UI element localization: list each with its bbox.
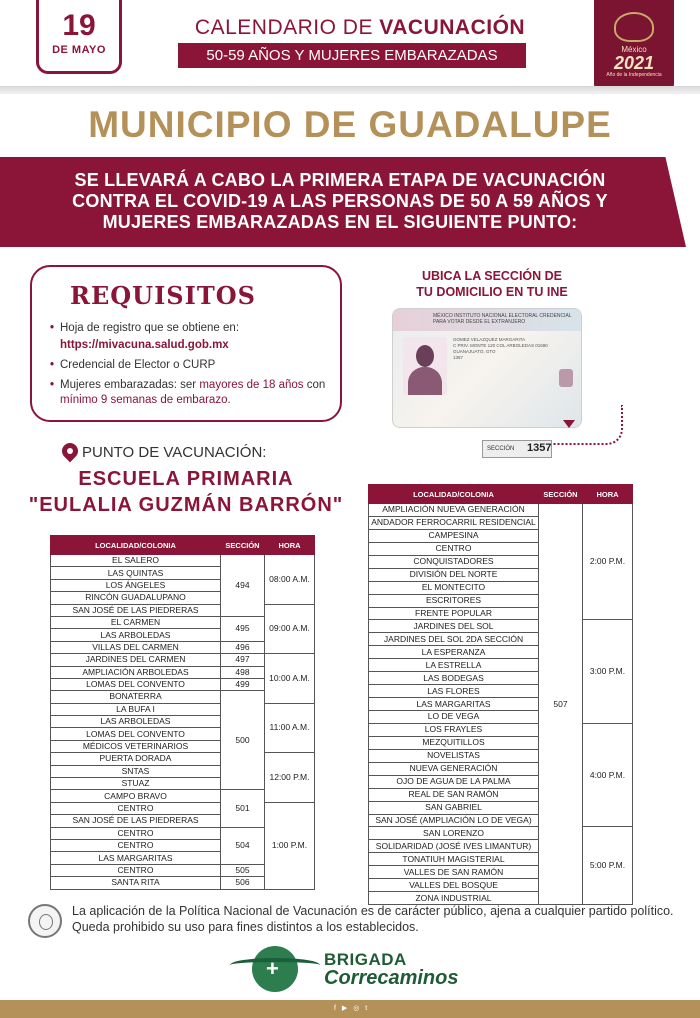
localidad-cell: LA ESPERANZA <box>369 646 539 659</box>
localidad-cell: JARDINES DEL CARMEN <box>51 654 221 666</box>
hora-cell: 5:00 P.M. <box>583 827 633 905</box>
ine-instruction-line-2: TU DOMICILIO EN TU INE <box>416 285 568 299</box>
localidad-cell: LA ESTRELLA <box>369 659 539 672</box>
seccion-cell: 507 <box>539 504 583 905</box>
localidad-cell: LA BUFA I <box>51 703 221 715</box>
table-header-row <box>51 536 315 555</box>
localidad-cell: PUERTA DORADA <box>51 753 221 765</box>
requisitos-title: REQUISITOS <box>70 281 256 310</box>
localidad-cell: LOS FRAYLES <box>369 723 539 736</box>
header-hora: HORA <box>583 485 633 504</box>
requisito-item <box>50 358 336 373</box>
header-divider <box>0 86 700 94</box>
localidad-cell: NUEVA GENERACIÓN <box>369 762 539 775</box>
date-month: DE MAYO <box>52 44 106 56</box>
localidad-cell: ANDADOR FERROCARRIL RESIDENCIAL <box>369 516 539 529</box>
seccion-cell: 496 <box>221 641 265 653</box>
seccion-cell: 494 <box>221 555 265 617</box>
schedule-table-left <box>50 535 315 890</box>
localidad-cell: AMPLIACIÓN ARBOLEDAS <box>51 666 221 678</box>
ine-instruction <box>392 268 592 300</box>
header-seccion: SECCIÓN <box>221 536 265 555</box>
plus-icon: + <box>266 956 279 981</box>
localidad-cell: LOMAS DEL CONVENTO <box>51 728 221 740</box>
table-header-row <box>369 485 633 504</box>
announcement-line-1: SE LLEVARÁ A CABO LA PRIMERA ETAPA DE VACUNACIÓN <box>74 170 606 190</box>
localidad-cell: LAS FLORES <box>369 685 539 698</box>
localidad-cell: CONQUISTADORES <box>369 555 539 568</box>
localidad-cell: LAS ARBOLEDAS <box>51 629 221 641</box>
brigada-correcaminos-logo <box>230 944 320 992</box>
localidad-cell: CAMPESINA <box>369 529 539 542</box>
seccion-cell: 501 <box>221 790 265 827</box>
requisitos-list <box>50 321 336 413</box>
header-seccion: SECCIÓN <box>539 485 583 504</box>
date-box <box>36 0 122 74</box>
location-pin-icon <box>59 440 82 463</box>
dotted-pointer-line <box>533 405 623 445</box>
localidad-cell: SANTA RITA <box>51 877 221 889</box>
localidad-cell: SAN LORENZO <box>369 827 539 840</box>
localidad-cell: SAN JOSÉ DE LAS PIEDRERAS <box>51 815 221 827</box>
localidad-cell: AMPLIACIÓN NUEVA GENERACIÓN <box>369 504 539 517</box>
requisito-registro-text: Hoja de registro que se obtiene en: <box>60 322 240 334</box>
requisito-semanas-highlight: mínimo 9 semanas de embarazo <box>60 394 228 406</box>
localidad-cell: CENTRO <box>51 827 221 839</box>
localidad-cell: LAS ARBOLEDAS <box>51 716 221 728</box>
table-row <box>51 604 315 616</box>
localidad-cell: OJO DE AGUA DE LA PALMA <box>369 775 539 788</box>
logo-year-text: 2021 <box>613 53 655 73</box>
localidad-cell: MÉDICOS VETERINARIOS <box>51 740 221 752</box>
header-hora: HORA <box>265 536 315 555</box>
localidad-cell: LOS ÁNGELES <box>51 579 221 591</box>
localidad-cell: LAS MARGARITAS <box>369 698 539 711</box>
calendar-title-plain: CALENDARIO DE <box>194 16 380 39</box>
escuela-name-line-2: "EULALIA GUZMÁN BARRÓN" <box>28 494 344 516</box>
header <box>0 0 700 88</box>
mexico-2021-logo <box>594 0 674 92</box>
ine-card-seccion: 1357 <box>453 355 464 360</box>
localidad-cell: JARDINES DEL SOL <box>369 620 539 633</box>
ine-mini-photo-icon <box>559 369 573 387</box>
localidad-cell: REAL DE SAN RAMÓN <box>369 788 539 801</box>
table-row <box>369 723 633 736</box>
logo-mexico-text: México <box>621 45 647 54</box>
ine-photo-icon <box>403 337 447 395</box>
localidad-cell: LOMAS DEL CONVENTO <box>51 678 221 690</box>
seccion-cell: 498 <box>221 666 265 678</box>
ine-card-name: GOMEZ VELAZQUEZ MARGARITA <box>453 337 526 342</box>
calendar-title <box>150 16 570 40</box>
ine-photo-body <box>408 367 442 395</box>
seccion-cell: 497 <box>221 654 265 666</box>
localidad-cell: JARDINES DEL SOL 2DA SECCIÓN <box>369 633 539 646</box>
announcement-line-2: CONTRA EL COVID-19 A LAS PERSONAS DE 50 A 59 AÑOS Y <box>72 191 608 211</box>
table-row <box>51 802 315 814</box>
table-row <box>369 620 633 633</box>
hora-cell: 10:00 A.M. <box>265 654 315 704</box>
escuela-name-line-1: ESCUELA PRIMARIA <box>78 468 294 490</box>
seccion-cell: 506 <box>221 877 265 889</box>
requisito-connector: con <box>303 379 326 391</box>
localidad-cell: VALLES DE SAN RAMÓN <box>369 866 539 879</box>
localidad-cell: CENTRO <box>51 864 221 876</box>
localidad-cell: MEZQUITILLOS <box>369 736 539 749</box>
localidad-cell: SAN JOSÉ (AMPLIACIÓN LO DE VEGA) <box>369 814 539 827</box>
requisito-item <box>50 321 336 353</box>
mexico-seal-icon <box>28 904 62 938</box>
localidad-cell: BONATERRA <box>51 691 221 703</box>
localidad-cell: FRENTE POPULAR <box>369 607 539 620</box>
hora-cell: 2:00 P.M. <box>583 504 633 620</box>
localidad-cell: ZONA INDUSTRIAL <box>369 892 539 905</box>
hora-cell: 11:00 A.M. <box>265 703 315 753</box>
schedule-table-right <box>368 484 633 905</box>
seccion-cell: 504 <box>221 827 265 864</box>
header-localidad: LOCALIDAD/COLONIA <box>51 536 221 555</box>
table-row <box>51 703 315 715</box>
eagle-emblem-icon <box>614 12 654 42</box>
localidad-cell: RINCÓN GUADALUPANO <box>51 592 221 604</box>
localidad-cell: LAS BODEGAS <box>369 672 539 685</box>
ine-card-details <box>453 337 563 361</box>
announcement-text <box>40 170 640 233</box>
seccion-callout-value: 1357 <box>527 442 552 454</box>
localidad-cell: LO DE VEGA <box>369 711 539 724</box>
hora-cell: 08:00 A.M. <box>265 555 315 605</box>
requisito-embarazadas-text: Mujeres embarazadas: ser <box>60 379 200 391</box>
requisito-item <box>50 378 336 408</box>
localidad-cell: ESCRITORES <box>369 594 539 607</box>
localidad-cell: LAS MARGARITAS <box>51 852 221 864</box>
social-media-icons[interactable]: f ▶ ◎ t <box>334 1005 370 1012</box>
ine-instruction-line-1: UBICA LA SECCIÓN DE <box>421 269 563 283</box>
table-row <box>51 654 315 666</box>
seccion-cell: 495 <box>221 616 265 641</box>
requisito-period: . <box>227 394 231 406</box>
localidad-cell: CENTRO <box>51 802 221 814</box>
localidad-cell: NOVELISTAS <box>369 749 539 762</box>
punto-vacunacion-label: PUNTO DE VACUNACIÓN: <box>82 444 267 461</box>
localidad-cell: TONATIUH MAGISTERIAL <box>369 853 539 866</box>
legal-disclaimer: La aplicación de la Política Nacional de Vacunación es de carácter público, ajena a cualquier partido político. Queda prohibido su uso para fines distintos a los establecidos. <box>72 904 674 934</box>
requisitos-box <box>30 265 342 422</box>
localidad-cell: VALLES DEL BOSQUE <box>369 879 539 892</box>
calendar-subtitle: 50-59 AÑOS Y MUJERES EMBARAZADAS <box>178 43 526 68</box>
hora-cell: 3:00 P.M. <box>583 620 633 724</box>
seccion-cell: 499 <box>221 678 265 690</box>
announcement-line-3: MUJERES EMBARAZADAS EN EL SIGUIENTE PUNTO: <box>102 212 578 232</box>
localidad-cell: SNTAS <box>51 765 221 777</box>
seccion-callout <box>482 440 552 458</box>
localidad-cell: EL CARMEN <box>51 616 221 628</box>
mivacuna-link[interactable]: https://mivacuna.salud.gob.mx <box>60 339 229 351</box>
table-row <box>369 827 633 840</box>
table-row <box>51 555 315 567</box>
hora-cell: 4:00 P.M. <box>583 723 633 827</box>
localidad-cell: VILLAS DEL CARMEN <box>51 641 221 653</box>
seccion-cell: 500 <box>221 691 265 790</box>
hora-cell: 09:00 A.M. <box>265 604 315 654</box>
localidad-cell: CENTRO <box>51 839 221 851</box>
localidad-cell: CAMPO BRAVO <box>51 790 221 802</box>
correcaminos-title: Correcaminos <box>324 967 459 989</box>
localidad-cell: SAN GABRIEL <box>369 801 539 814</box>
localidad-cell: DIVISIÓN DEL NORTE <box>369 568 539 581</box>
table-row <box>369 504 633 517</box>
localidad-cell: CENTRO <box>369 542 539 555</box>
hora-cell: 12:00 P.M. <box>265 753 315 803</box>
ine-card-header: MÉXICO INSTITUTO NACIONAL ELECTORAL CREDENCIAL PARA VOTAR DESDE EL EXTRANJERO <box>433 313 572 325</box>
ine-card-address: C PRIV. MONTE 120 COL ARBOLEDAS 01690 GUANAJUATO, GTO <box>453 343 548 354</box>
localidad-cell: EL MONTECITO <box>369 581 539 594</box>
date-day: 19 <box>62 9 96 42</box>
municipio-title: MUNICIPIO DE GUADALUPE <box>88 104 612 145</box>
requisito-credencial-text: Credencial de Elector o CURP <box>60 359 216 371</box>
localidad-cell: LAS QUINTAS <box>51 567 221 579</box>
seccion-callout-label: SECCIÓN <box>487 446 515 452</box>
seccion-cell: 505 <box>221 864 265 876</box>
requisito-edad-highlight: mayores de 18 años <box>199 379 304 391</box>
ine-photo-head <box>416 345 434 367</box>
localidad-cell: STUAZ <box>51 778 221 790</box>
localidad-cell: SOLIDARIDAD (JOSÉ IVES LIMANTUR) <box>369 840 539 853</box>
brigada-title: BRIGADA <box>324 950 407 969</box>
localidad-cell: EL SALERO <box>51 555 221 567</box>
hora-cell: 1:00 P.M. <box>265 802 315 889</box>
header-localidad: LOCALIDAD/COLONIA <box>369 485 539 504</box>
calendar-title-bold: VACUNACIÓN <box>379 16 526 39</box>
localidad-cell: SAN JOSÉ DE LAS PIEDRERAS <box>51 604 221 616</box>
logo-caption-text: Año de la Independencia <box>606 72 662 78</box>
table-row <box>51 753 315 765</box>
